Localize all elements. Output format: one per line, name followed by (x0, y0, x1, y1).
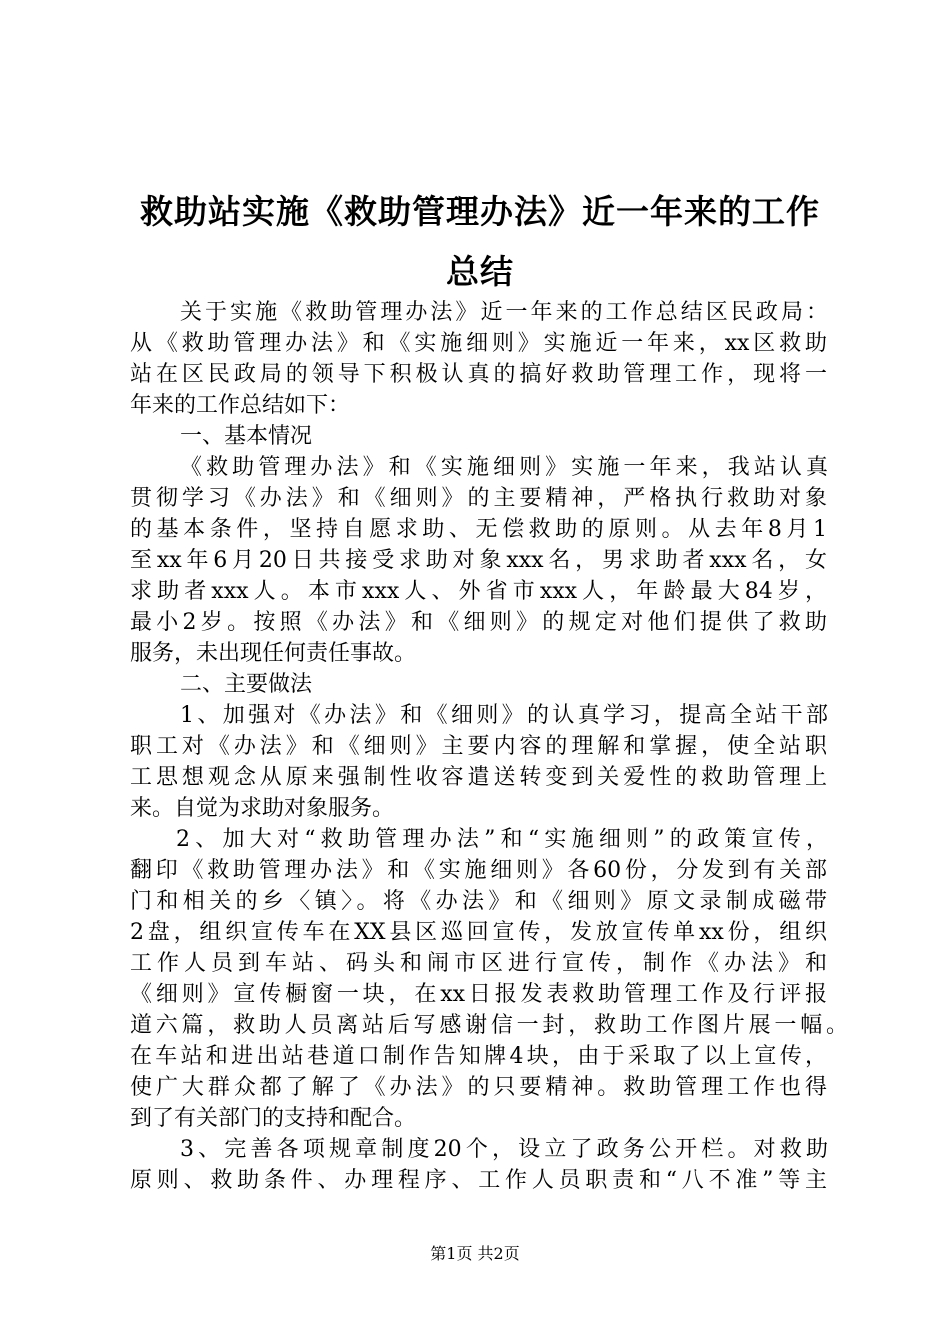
paragraph-item-2-line: 工作人员到车站、码头和闹市区进行宣传，制作《办法》和 (130, 951, 827, 976)
paragraph-basic-line: 的基本条件，坚持自愿求助、无偿救助的原则。从去年8月1 (130, 517, 827, 542)
paragraph-item-1-line: 来。自觉为求助对象服务。 (130, 796, 395, 821)
paragraph-item-2-line: 使广大群众都了解了《办法》的只要精神。救助管理工作也得 (130, 1075, 827, 1100)
paragraph-basic-line: 最小2岁。按照《办法》和《细则》的规定对他们提供了救助 (130, 610, 827, 635)
paragraph-basic-line: 《救助管理办法》和《实施细则》实施一年来，我站认真 (180, 455, 828, 480)
paragraph-item-2-line: 《细则》宣传橱窗一块，在xx日报发表救助管理工作及行评报 (130, 982, 827, 1007)
paragraph-intro-line: 从《救助管理办法》和《实施细则》实施近一年来，xx区救助 (130, 331, 827, 356)
paragraph-intro-line: 站在区民政局的领导下积极认真的搞好救助管理工作，现将一 (130, 362, 827, 387)
paragraph-basic-line: 贯彻学习《办法》和《细则》的主要精神，严格执行救助对象 (130, 486, 827, 511)
section-heading-practice: 二、主要做法 (180, 672, 313, 697)
paragraph-item-1-line: 职工对《办法》和《细则》主要内容的理解和掌握，使全站职 (130, 734, 827, 759)
paragraph-basic-line: 至xx年6月20日共接受求助对象xxx名，男求助者xxx名，女 (130, 548, 827, 573)
paragraph-intro-line: 年来的工作总结如下： (130, 393, 351, 418)
paragraph-item-2-line: 在车站和进出站巷道口制作告知牌4块，由于采取了以上宣传， (130, 1044, 827, 1069)
section-heading-basic: 一、基本情况 (180, 424, 313, 449)
paragraph-item-2-line: 门和相关的乡〈镇〉。将《办法》和《细则》原文录制成磁带 (130, 889, 827, 914)
page-footer: 第1页 共2页 (430, 1244, 520, 1263)
paragraph-basic-line: 求助者xxx人。本市xxx人、外省市xxx人，年龄最大84岁， (130, 579, 827, 604)
document-title-line-2: 总结 (446, 252, 514, 291)
paragraph-basic-line: 服务，未出现任何责任事故。 (130, 641, 417, 666)
document-title-line-1: 救助站实施《救助管理办法》近一年来的工作 (140, 192, 820, 231)
paragraph-item-2-line: 翻印《救助管理办法》和《实施细则》各60份，分发到有关部 (130, 858, 827, 883)
paragraph-item-3-line: 3、完善各项规章制度20个，设立了政务公开栏。对救助 (180, 1137, 828, 1162)
paragraph-item-3-line: 原则、救助条件、办理程序、工作人员职责和“八不准”等主 (130, 1168, 827, 1193)
paragraph-item-1-line: 工思想观念从原来强制性收容遣送转变到关爱性的救助管理上 (130, 765, 827, 790)
paragraph-item-2-line: 道六篇，救助人员离站后写感谢信一封，救助工作图片展一幅。 (130, 1013, 848, 1038)
paragraph-item-1-line: 1、加强对《办法》和《细则》的认真学习，提高全站干部 (180, 703, 828, 728)
paragraph-item-2-line: 2盘，组织宣传车在XX县区巡回宣传，发放宣传单xx份，组织 (130, 920, 827, 945)
paragraph-item-2-line: 2、加大对“救助管理办法”和“实施细则”的政策宣传， (176, 827, 828, 852)
paragraph-intro-line: 关于实施《救助管理办法》近一年来的工作总结区民政局： (180, 300, 828, 325)
paragraph-item-2-line: 到了有关部门的支持和配合。 (130, 1106, 417, 1131)
